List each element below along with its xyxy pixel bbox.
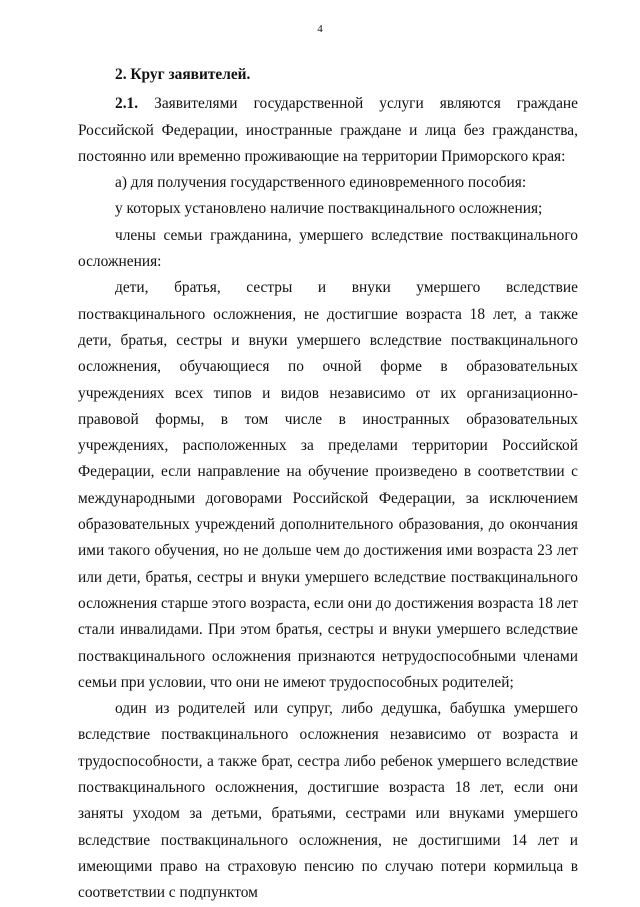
paragraph-family-members: члены семьи гражданина, умершего вследствие поствакцинального осложнения: <box>78 226 578 271</box>
paragraph-applicants <box>78 91 578 170</box>
clause-number: 2.1. <box>115 95 139 113</box>
paragraph-allowance: а) для получения государственного единовременного пособия: <box>115 174 527 192</box>
paragraph-parents: один из родителей или супруг, либо дедушка, бабушка умершего вследствие поствакцинального осложнения независимо от возраста и трудоспособности, а также брат, сестра либо ребенок умершего вследствие поствакцинального осложнения, достигшие возраста 18 лет, если они заняты уходом за детьми, братьями, сестрами или внуками умершего вследствие поствакцинального осложнения, не достигшими 14 лет и имеющими право на страховую пенсию по случаю потери кормильца в соответствии с подпунктом <box>78 700 578 902</box>
page-number: 4 <box>317 23 323 35</box>
document-body <box>78 62 578 907</box>
paragraph-text: Заявителями государственной услуги являются граждане Российской Федерации, иностранные граждане и лица без гражданства, постоянно или временно проживающие на территории Приморского края: <box>78 95 578 165</box>
paragraph-children: дети, братья, сестры и внуки умершего вследствие поствакцинального осложнения, не достигшие возраста 18 лет, а также дети, братья, сестры и внуки умершего вследствие поствакцинального осложнения, обучающиеся по очной форме в образовательных учреждениях всех типов и видов независимо от их организационно-правовой формы, в том числе в иностранных образовательных учреждениях, расположенных за пределами территории Российской Федерации, если направление на обучение произведено в соответствии с международными договорами Российской Федерации, за исключением образовательных учреждений дополнительного образования, до окончания ими такого обучения, но не дольше чем до достижения ими возраста 23 лет или дети, братья, сестры и внуки умершего вследствие поствакцинального осложнения старше этого возраста, если они до достижения возраста 18 лет стали инвалидами. При этом братья, сестры и внуки умершего вследствие поствакцинального осложнения признаются нетрудоспособными членами семьи при условии, что они не имеют трудоспособных родителей; <box>78 279 578 691</box>
paragraph-complication: у которых установлено наличие поствакцинального осложнения; <box>115 200 543 218</box>
section-heading: 2. Круг заявителей. <box>115 66 251 83</box>
